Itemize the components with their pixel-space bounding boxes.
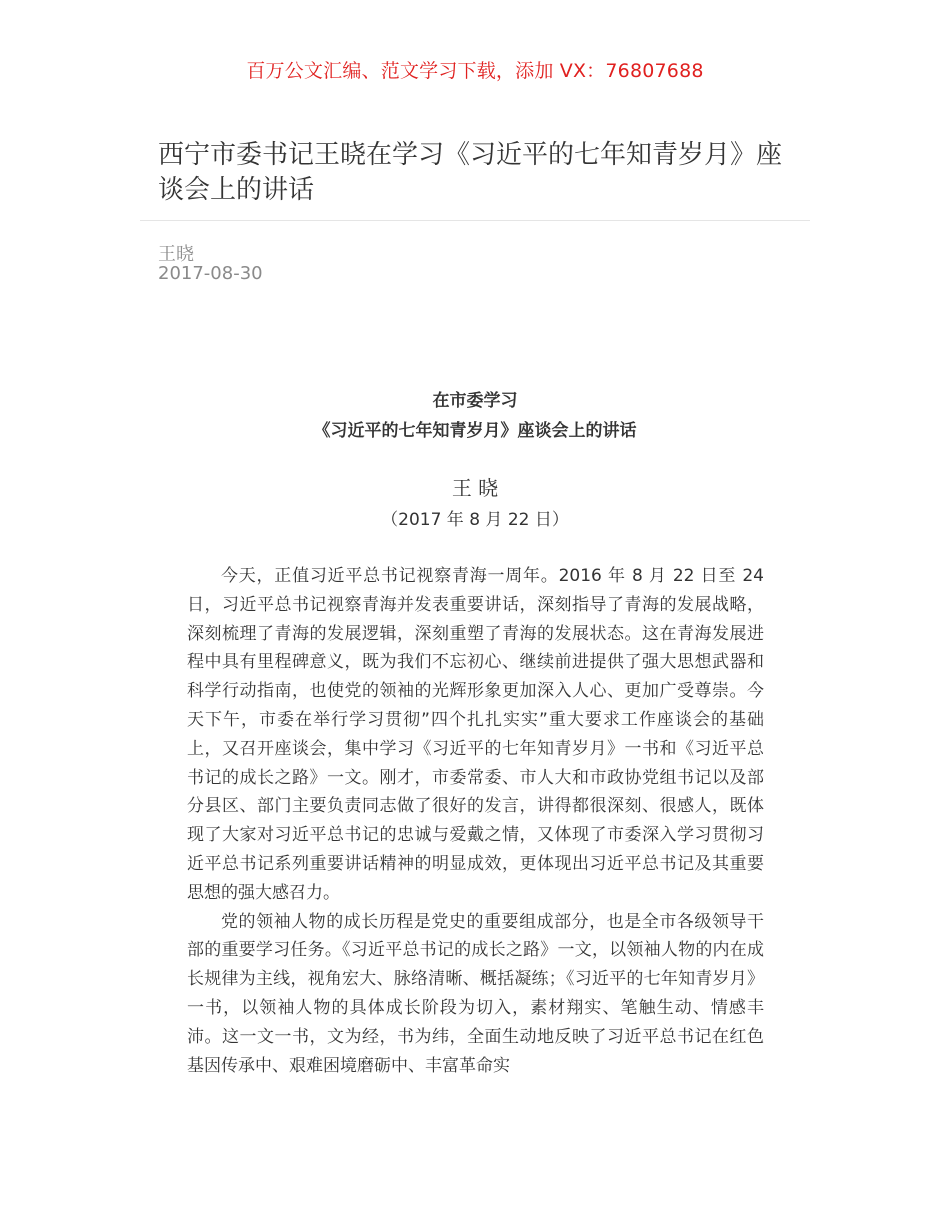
article-author: 王晓	[158, 244, 194, 265]
watermark-banner: 百万公文汇编、范文学习下载，添加 VX：76807688	[246, 60, 704, 82]
article-date: 2017-08-30	[158, 263, 263, 284]
speech-heading-line2: 《习近平的七年知青岁月》座谈会上的讲话	[313, 421, 637, 441]
speech-body	[187, 562, 764, 1080]
article-title: 西宁市委书记王晓在学习《习近平的七年知青岁月》座谈会上的讲话	[158, 140, 783, 205]
speech-date: （2017 年 8 月 22 日）	[381, 510, 569, 530]
body-paragraph: 党的领袖人物的成长历程是党史的重要组成部分，也是全市各级领导干部的重要学习任务。《习近平总书记的成长之路》一文，以领袖人物的内在成长规律为主线，视角宏大、脉络清晰、概括凝练；《习近平的七年知青岁月》一书，以领袖人物的具体成长阶段为切入，素材翔实、笔触生动、情感丰沛。这一文一书，文为经，书为纬，全面生动地反映了习近平总书记在红色基因传承中、艰难困境磨砺中、丰富革命实	[187, 911, 764, 1076]
speaker-name: 王 晓	[451, 476, 499, 500]
title-divider	[140, 220, 810, 221]
body-paragraph: 今天，正值习近平总书记视察青海一周年。2016 年 8 月 22 日至 24 日，习近平总书记视察青海并发表重要讲话，深刻指导了青海的发展战略，深刻梳理了青海的发展逻辑，深刻重塑了青海的发展状态。这在青海发展进程中具有里程碑意义，既为我们不忘初心、继续前进提供了强大思想武器和科学行动指南，也使党的领袖的光辉形象更加深入人心、更加广受尊崇。今天下午，市委在举行学习贯彻”四个扎扎实实”重大要求工作座谈会的基础上，又召开座谈会，集中学习《习近平的七年知青岁月》一书和《习近平总书记的成长之路》一文。刚才，市委常委、市人大和市政协党组书记以及部分县区、部门主要负责同志做了很好的发言，讲得都很深刻、很感人，既体现了大家对习近平总书记的忠诚与爱戴之情，又体现了市委深入学习贯彻习近平总书记系列重要讲话精神的明显成效，更体现出习近平总书记及其重要思想的强大感召力。	[187, 566, 764, 903]
speech-heading-line1: 在市委学习	[432, 391, 518, 411]
